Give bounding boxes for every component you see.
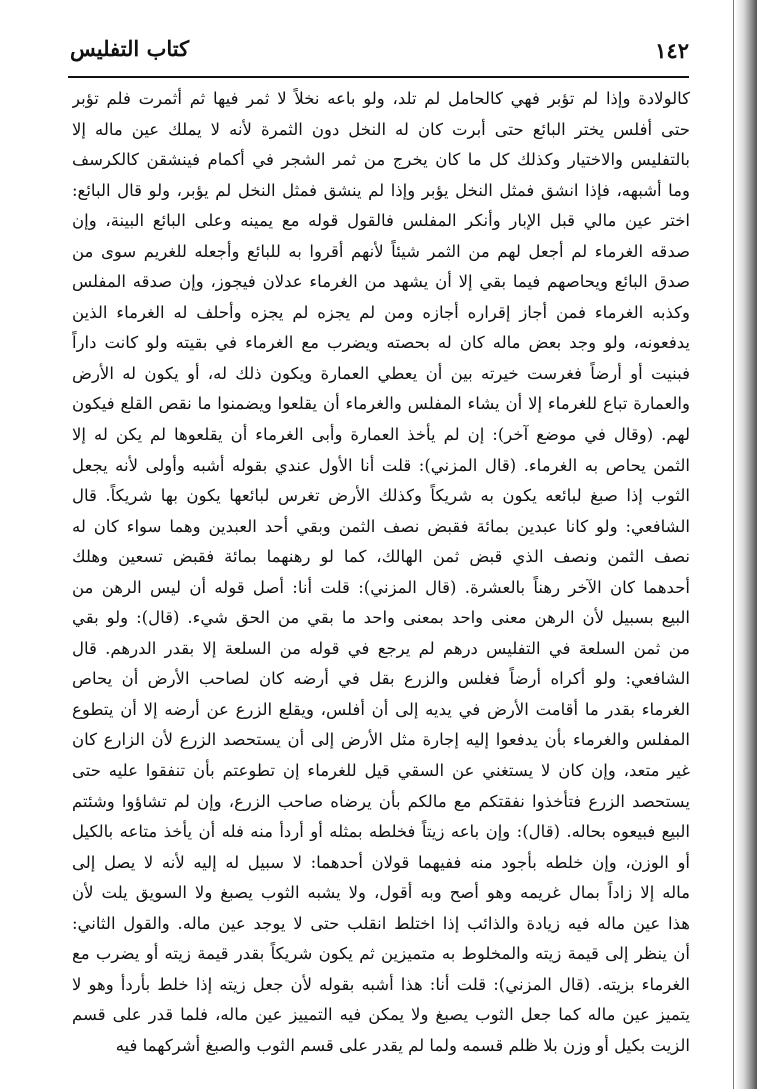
gutter-edge bbox=[733, 0, 734, 1089]
text-line: الشافعي: ولو كانا عبدين بمائة فقبض نصف الثمن وبقي أحد العبدين وهما سواء كان له bbox=[72, 516, 690, 536]
text-line: وما أشبهه، فإذا انشق فمثل النخل يؤبر وإذا لم ينشق فمثل النخل لم يؤبر، ولو قال البائع: bbox=[72, 180, 690, 200]
text-line: صدقه الغرماء لم أجعل لهم من الثمر شيئاً لأنهم أقروا به للبائع وأجعله للغريم سوى من bbox=[72, 241, 690, 261]
text-line: الشافعي: ولو أكراه أرضاً فغلس والزرع بقل في أرضه كان لصاحب الأرض أن يحاص bbox=[72, 669, 690, 689]
text-line: يستحصد الزرع فتأخذوا نفقتكم مع مالكم بأن يرضاه صاحب الزرع، وإن لم تشاؤوا وشئتم bbox=[72, 791, 690, 811]
book-spine-shadow bbox=[735, 0, 757, 1089]
text-line: وكذبه الغرماء فمن أجاز إقراره أجازه ومن لم يجزه لم يجزه وأحلف له الغرماء الذين bbox=[72, 302, 690, 322]
chapter-title: كتاب التفليس bbox=[70, 36, 190, 61]
text-line: الثوب إذا صبغ لبائعه يكون به شريكاً وكذلك الأرض تغرس لبائعها يكون بها شريكاً. قال bbox=[72, 486, 690, 506]
text-line: فبنيت أو أرضاً فغرست خيرته بين أن يعطي العمارة ويكون ذلك له، أو يكون له الأرض bbox=[72, 363, 690, 383]
text-line: الزيت بكيل أو وزن بلا ظلم قسمه ولما لم يقدر على قسم الثوب والصبغ أشركهما فيه bbox=[115, 1035, 690, 1055]
text-line: غير متعد، وإن كان لا يستغني عن السقي قيل للغرماء إن تطوعتم بأن تنفقوا عليه حتى bbox=[72, 761, 690, 781]
page-header bbox=[70, 34, 689, 74]
text-line: أن ينظر إلى قيمة زيته والمخلوط به متميزين ثم يكون شريكاً بقدر قيمة زيته أو يضرب مع bbox=[72, 944, 690, 964]
header-divider bbox=[68, 76, 689, 78]
text-line: الغرماء بزيته. (قال المزني): قلت أنا: هذا أشبه بقوله لأن جعل زيته إذا خلط بأردأ وهو لا bbox=[72, 974, 690, 994]
text-line: المفلس والغرماء بأن يدفعوا إليه إجارة مثل الأرض إلى أن يستحصد الزرع لأن الزارع كان bbox=[72, 730, 690, 750]
page-number: ١٤٢ bbox=[655, 38, 689, 63]
text-line: ماله إلا زاداً بمال غريمه وهو أصح وبه أقول، ولا يشبه الثوب يصبغ ولا السويق يلت لأن bbox=[72, 883, 690, 903]
text-line: البيع بسبيل لأن الرهن معنى واحد بمعنى واحد ما بقي من الحق شيء. (قال): ولو بقي bbox=[72, 608, 690, 628]
text-line: من ثمن السلعة في التفليس درهم لم يرجع في قوله من السلعة إلا بقدر الدرهم. قال bbox=[72, 638, 690, 658]
text-line: بالتفليس والاختيار وكذلك كل ما كان يخرج من ثمر الشجر في أكمام فينشقن كالكرسف bbox=[72, 150, 690, 170]
body-text bbox=[72, 84, 690, 1062]
text-line: الغرماء بقدر ما أقامت الأرض في يديه إلى أن أفلس، ويقلع الزرع عن أرضه إلا أن يتطوع bbox=[72, 699, 690, 719]
text-line: أحدهما كان الآخر رهناً بالعشرة. (قال المزني): قلت أنا: أصل قوله أن ليس الرهن من bbox=[72, 577, 690, 597]
text-line: حتى أفلس يختر البائع حتى أبرت كان له النخل دون الثمرة لأنه لا يملك عين ماله إلا bbox=[72, 119, 690, 139]
text-line: اختر عين مالي قبل الإبار وأنكر المفلس فالقول قوله مع يمينه وعلى البائع البينة، وإن bbox=[72, 211, 690, 231]
text-line: صدق البائع ويحاصهم فيما بقي إلا أن يشهد من الغرماء عدلان فيجوز، وإن صدقه المفلس bbox=[72, 272, 690, 292]
text-line: كالولادة وإذا لم تؤبر فهي كالحامل لم تلد، ولو باعه نخلاً لا ثمر فيها ثم أثمرت فلم تؤبر bbox=[72, 89, 690, 108]
text-line: الثمن يحاص به الغرماء. (قال المزني): قلت أنا الأول عندي بقوله أشبه وأولى لأنه يجعل bbox=[72, 455, 690, 475]
text-line: أو الوزن، وإن خلطه بأجود منه ففيهما قولان أحدهما: لا سبيل له إليه لأنه لا يصل إلى bbox=[72, 852, 690, 872]
text-line: يدفعونه، ولو وجد بعض ماله كان له بحصته ويضرب مع الغرماء في بقيته ولو كانت داراً bbox=[72, 333, 690, 353]
text-line: لهم. (وقال في موضع آخر): إن لم يأخذ العمارة وأبى الغرماء أن يقلعوها لم يكن له إلا bbox=[72, 425, 690, 445]
text-line: البيع فبيعوه بحاله. (قال): وإن باعه زيتاً فخلطه بمثله أو أردأ منه فله أن يأخذ متاعه بالكيل bbox=[72, 822, 690, 842]
text-line: هذا عين ماله فيه زيادة والذائب إذا اختلط انقلب حتى لا يوجد عين ماله. والقول الثاني: bbox=[72, 913, 690, 933]
text-line: نصف الثمن ونصف الذي قبض ثمن الهالك، كما لو رهنهما بمائة فقبض تسعين وهلك bbox=[72, 547, 690, 567]
text-line: يتميز عين ماله كما جعل الثوب يصبغ ولا يمكن فيه التمييز عين ماله، فلما قدر على قسم bbox=[72, 1005, 690, 1025]
text-line: والعمارة تباع للغرماء إلا أن يشاء المفلس والغرماء أن يقلعوا ويضمنوا ما نقص القلع فيكون bbox=[72, 394, 690, 414]
